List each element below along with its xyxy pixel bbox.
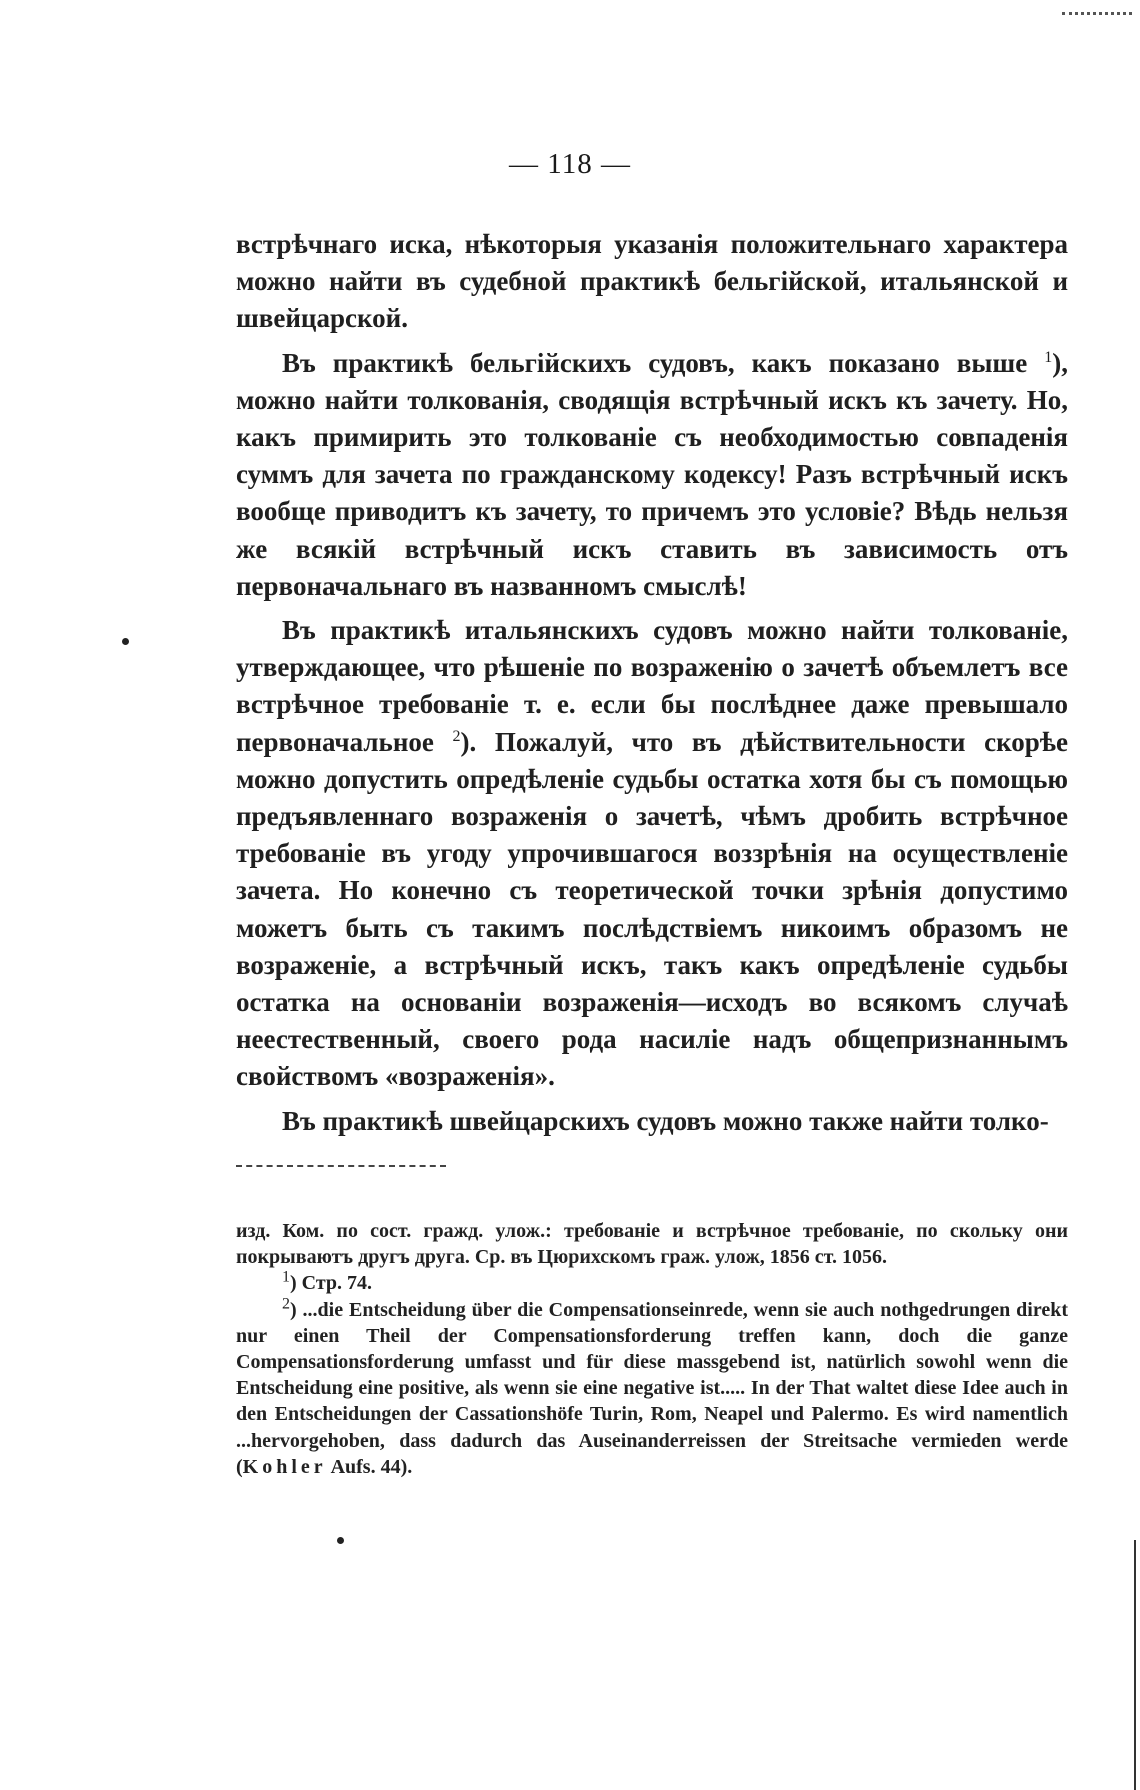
footnote-2-end: Aufs. 44). [326,1455,413,1478]
paragraph-4: Въ практикѣ швейцарскихъ судовъ можно также найти толко- [282,1105,1049,1136]
footnote-2-text: ) ...die Entscheidung über die Compensationseinrede, wenn sie auch nothgedrungen direkt nur einen Theil der Compensationsforderung treffen kann, doch die ganze Compensationsforderung umfasst und für diese massgebend ist, natürlich sowohl wenn die Entscheidung eine positive, als wenn sie eine negative ist..... In der That waltet diese Idee auch in den Entscheidungen der Cassationshöfe Turin, Rom, Neapel und Palermo. Es wird namentlich ...hervorgehoben, dass dadurch das Auseinanderreissen der Streitsache vermieden werde ( [236,1298,1068,1478]
footnotes [236,1218,1068,1480]
footnote-separator [236,1165,446,1167]
footnote-ref-2: 2 [452,727,461,745]
footnote-2 [236,1294,1068,1480]
body-text [236,226,1068,1140]
paragraph-2-start: Въ практикѣ бельгійскихъ судовъ, какъ показано выше [282,347,1028,378]
scan-edge-line [1134,1540,1136,1790]
page-number: — 118 — [509,148,631,180]
footnote-1-text: ) Стр. 74. [290,1272,373,1295]
footnote-1-mark: 1 [282,1268,290,1286]
paragraph-2-rest: ), можно найти толкованія, сводящія встрѣчный искъ къ зачету. Но, какъ примирить это толкованіе съ необходимостью совпаденія суммъ для зачета по гражданскому кодексу! Разъ встрѣчный искъ вообще приводитъ къ зачету, то причемъ это условіе? Вѣдь нельзя же всякій встрѣчный искъ ставить въ зависимость отъ первоначальнаго въ названномъ смыслѣ! [236,347,1069,601]
margin-dot [122,638,129,645]
paragraph-1: встрѣчнаго иска, нѣкоторыя указанія положительнаго характера можно найти въ судебной практикѣ бельгійской, итальянской и швейцарской. [236,229,1068,334]
footnote-2-author: Kohler [242,1455,327,1478]
footnote-continuation: изд. Ком. по сост. гражд. улож.: требованіе и встрѣчное требованіе, по скольку они покрываютъ другъ друга. Ср. въ Цюрихскомъ граж. улож, 1856 ст. 1056. [236,1220,1068,1269]
paragraph-3-start: Въ практикѣ итальянскихъ судовъ можно найти толкованіе, утверждающее, что рѣшеніе по возраженію о зачетѣ объемлетъ все встрѣчное требованіе т. е. если бы послѣднее даже превышало первоначальное [236,615,1068,757]
scan-mark [1062,0,1132,15]
paragraph-3 [236,612,1068,1096]
paragraph-2 [236,345,1068,605]
bottom-dot [337,1537,344,1544]
footnote-1 [236,1270,1068,1296]
paragraph-3-rest: ). Пожалуй, что въ дѣйствительности скорѣе можно допустить опредѣленіе судьбы остатка хотя бы съ помощью предъявленнаго возраженія о зачетѣ, чѣмъ дробить встрѣчное требованіе въ угоду упрочившагося воззрѣнія на осуществленіе зачета. Но конечно съ теоретической точки зрѣнія допустимо можетъ быть съ такимъ послѣдствіемъ никоимъ образомъ не возраженіе, а встрѣчный искъ, такъ какъ опредѣленіе судьбы остатка на основаніи возраженія—исходъ во всякомъ случаѣ неестественный, своего рода насиліе надъ общепризнаннымъ свойствомъ «возраженія». [236,726,1068,1092]
footnote-2-mark: 2 [282,1294,290,1312]
footnote-ref-1: 1 [1044,348,1053,366]
